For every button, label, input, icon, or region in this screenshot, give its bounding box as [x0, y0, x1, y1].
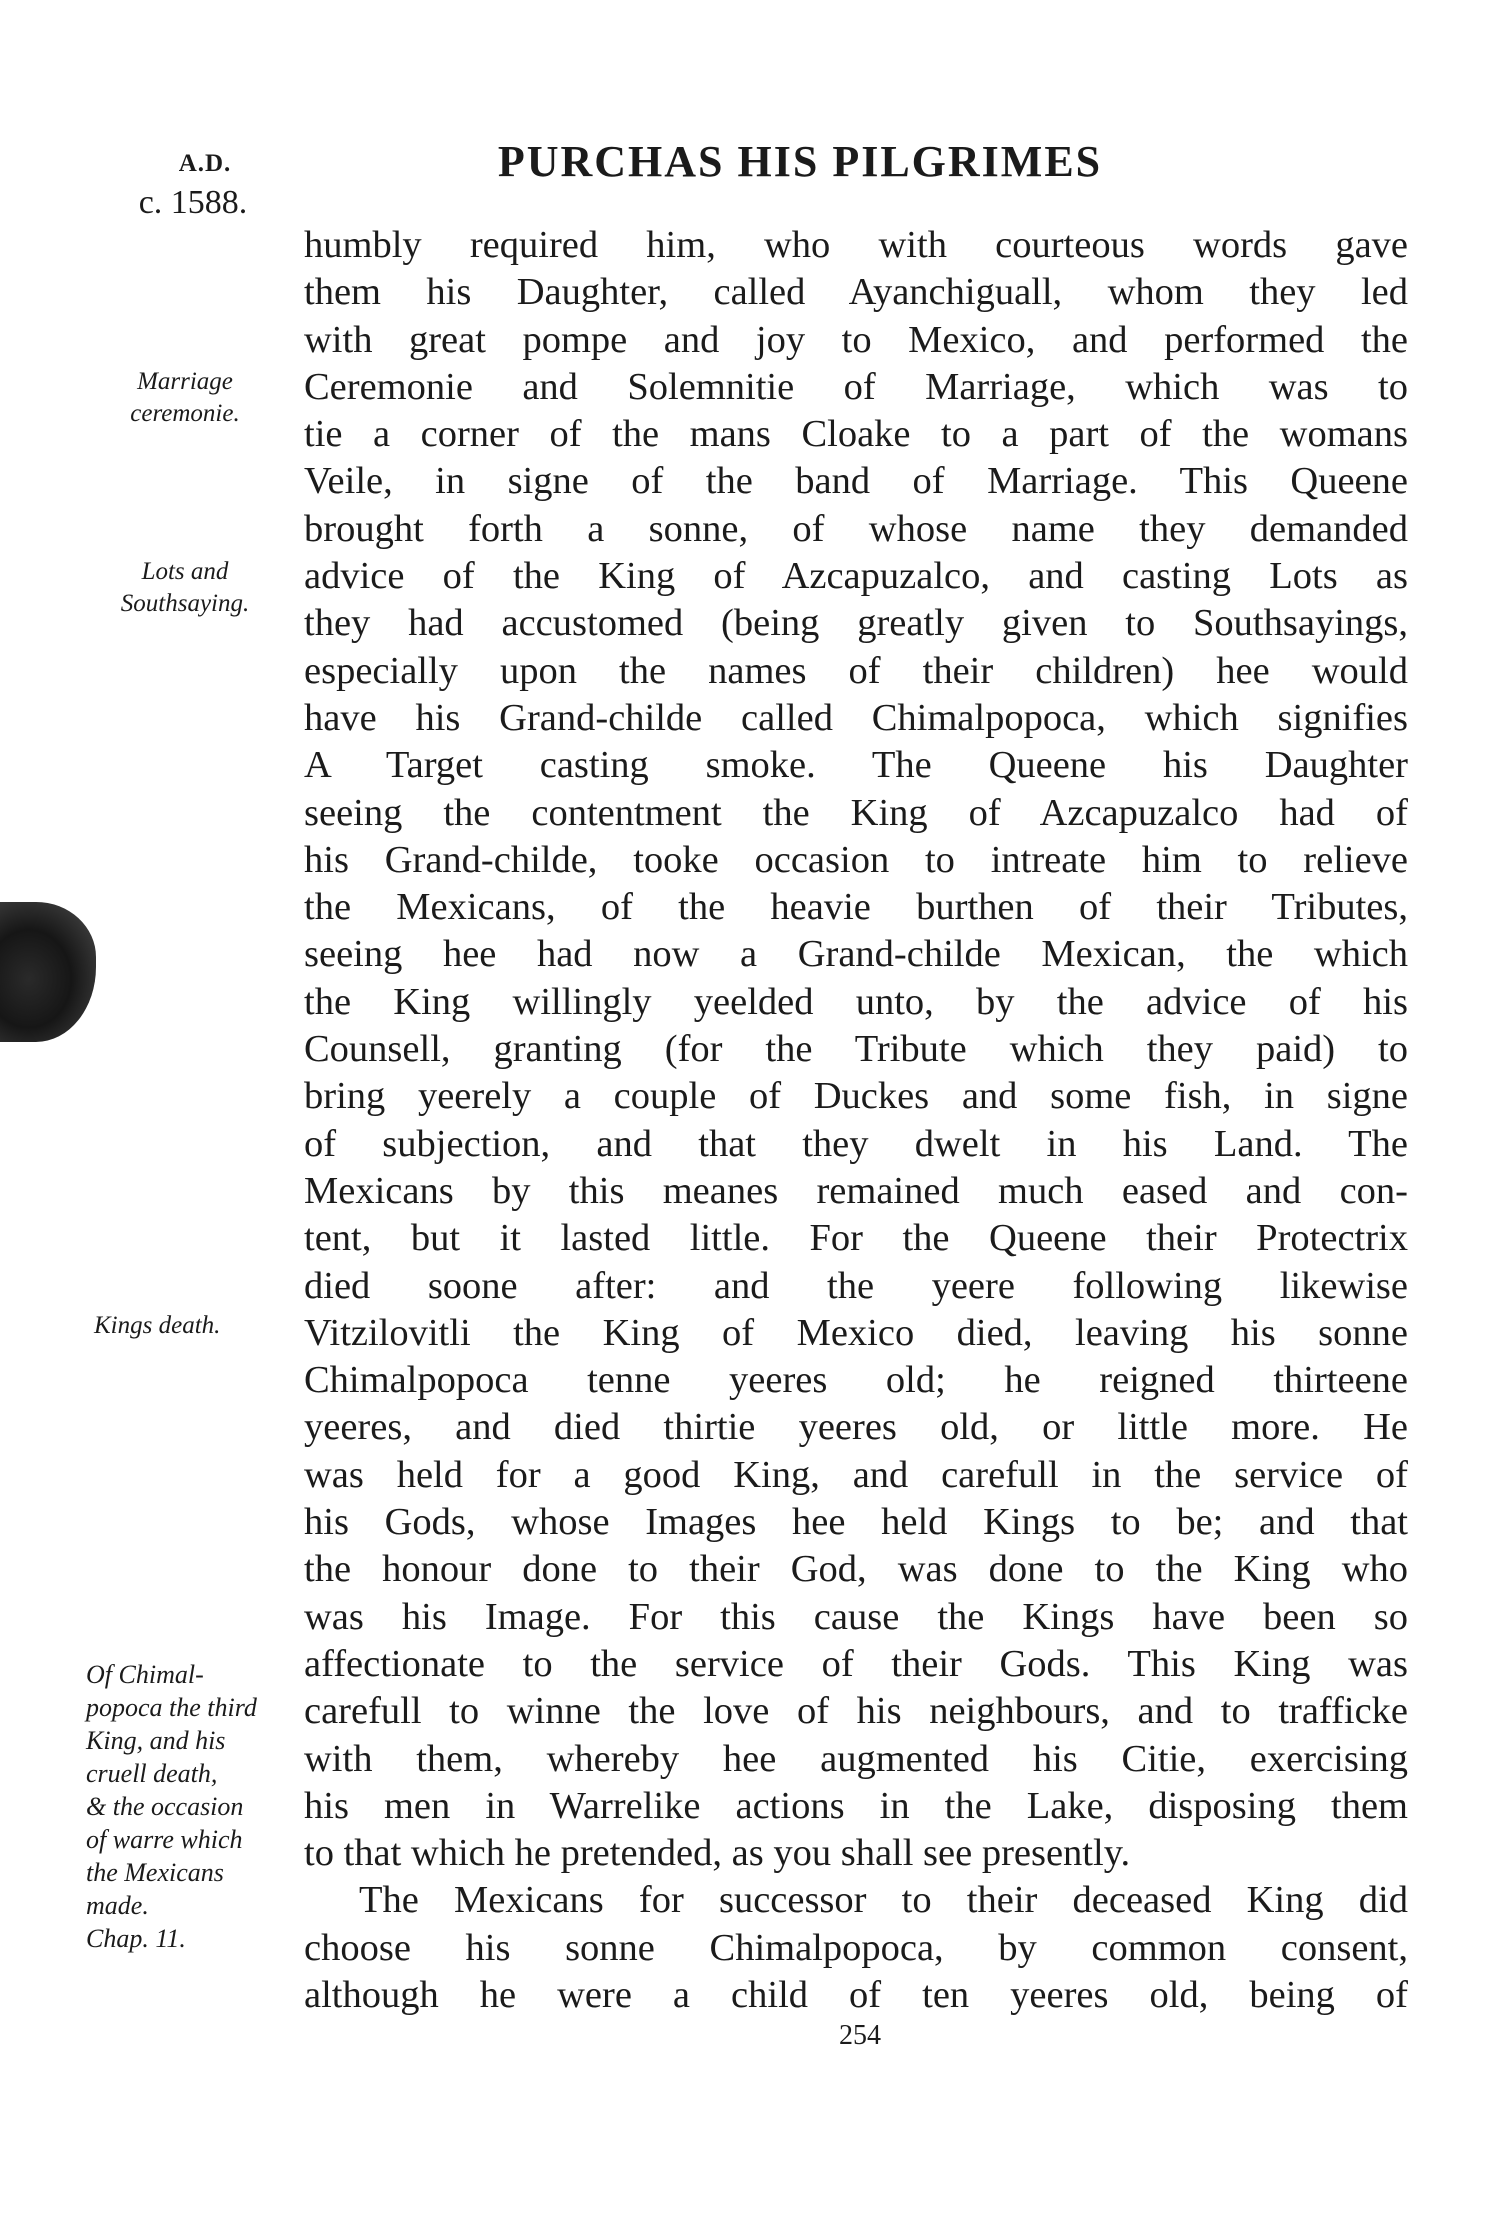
margin-note-line: & the occasion	[86, 1792, 244, 1821]
text-line: tie a corner of the mans Cloake to a part of the womans	[304, 413, 1408, 456]
text-line: yeeres, and died thirtie yeeres old, or little more. He	[304, 1406, 1408, 1449]
text-line: although he were a child of ten yeeres old, being of	[304, 1973, 1408, 2016]
text-line: the King willingly yeelded unto, by the advice of his	[304, 980, 1408, 1023]
margin-note-line: Southsaying.	[120, 590, 250, 617]
margin-note-line: Marriage	[137, 368, 233, 395]
text-line: affectionate to the service of their Gods. This King was	[304, 1642, 1408, 1685]
text-line: especially upon the names of their children) hee would	[304, 649, 1408, 692]
margin-note-line: Chap. 11.	[86, 1924, 186, 1953]
text-line: his Gods, whose Images hee held Kings to be; and that	[304, 1501, 1408, 1544]
text-line: carefull to winne the love of his neighbours, and to trafficke	[304, 1690, 1408, 1733]
text-line: his men in Warrelike actions in the Lake, disposing them	[304, 1784, 1408, 1827]
margin-note-chimalpopoca	[86, 1658, 296, 1955]
text-line: they had accustomed (being greatly given to Southsayings,	[304, 602, 1408, 645]
running-title: PURCHAS HIS PILGRIMES	[497, 137, 1103, 186]
date-label: A.D.	[178, 150, 232, 177]
text-line: Mexicans by this meanes remained much eased and con-	[304, 1169, 1408, 1212]
text-line: choose his sonne Chimalpopoca, by common consent,	[304, 1926, 1408, 1969]
text-line: bring yeerely a couple of Duckes and some fish, in signe	[304, 1075, 1408, 1118]
margin-note-line: the Mexicans	[86, 1858, 224, 1887]
text-line: Veile, in signe of the band of Marriage. This Queene	[304, 460, 1408, 503]
text-line: have his Grand-childe called Chimalpopoca, which signifies	[304, 696, 1408, 739]
text-line: his Grand-childe, tooke occasion to intreate him to relieve	[304, 838, 1408, 881]
margin-note-line: Lots and	[141, 558, 229, 585]
margin-note-kings-death	[94, 1310, 304, 1342]
margin-note-line: King, and his	[86, 1726, 226, 1755]
text-line: Chimalpopoca tenne yeeres old; he reigned thirteene	[304, 1359, 1408, 1402]
body-text	[304, 222, 1408, 2019]
margin-note-line: cruell death,	[86, 1759, 218, 1788]
text-line: seeing the contentment the King of Azcapuzalco had of	[304, 791, 1408, 834]
margin-note-line: made.	[86, 1891, 149, 1920]
page-number: 254	[839, 2020, 881, 2051]
text-line: seeing hee had now a Grand-childe Mexican, the which	[304, 933, 1408, 976]
text-line: with them, whereby hee augmented his Citie, exercising	[304, 1737, 1408, 1780]
date-year: c. 1588.	[138, 184, 248, 221]
text-line: the Mexicans, of the heavie burthen of their Tributes,	[304, 886, 1408, 929]
text-line: was held for a good King, and carefull in the service of	[304, 1453, 1408, 1496]
text-line: Ceremonie and Solemnitie of Marriage, which was to	[304, 365, 1408, 408]
text-line: advice of the King of Azcapuzalco, and casting Lots as	[304, 555, 1408, 598]
text-line: Counsell, granting (for the Tribute which they paid) to	[304, 1028, 1408, 1071]
margin-note-line: popoca the third	[86, 1693, 257, 1722]
text-line: The Mexicans for successor to their deceased King did	[359, 1879, 1408, 1922]
thumb-shadow	[0, 902, 96, 1042]
text-line: with great pompe and joy to Mexico, and performed the	[304, 318, 1408, 361]
margin-note-line: Kings death.	[94, 1312, 221, 1339]
text-line: to that which he pretended, as you shall see presently.	[304, 1832, 1131, 1875]
text-line: humbly required him, who with courteous words gave	[304, 224, 1408, 266]
text-line: A Target casting smoke. The Queene his Daughter	[304, 744, 1408, 787]
margin-note-line: Of Chimal-	[86, 1660, 204, 1689]
text-line: of subjection, and that they dwelt in his Land. The	[304, 1122, 1408, 1165]
margin-note-lots	[80, 556, 290, 620]
text-line: Vitzilovitli the King of Mexico died, leaving his sonne	[304, 1311, 1408, 1354]
text-line: brought forth a sonne, of whose name they demanded	[304, 507, 1408, 550]
margin-note-marriage	[80, 366, 290, 430]
text-line: them his Daughter, called Ayanchiguall, whom they led	[304, 271, 1408, 314]
margin-note-line: of warre which	[86, 1825, 243, 1854]
text-line: was his Image. For this cause the Kings have been so	[304, 1595, 1408, 1638]
text-line: the honour done to their God, was done to the King who	[304, 1548, 1408, 1591]
text-line: tent, but it lasted little. For the Queene their Protectrix	[304, 1217, 1408, 1260]
text-line: died soone after: and the yeere following likewise	[304, 1264, 1408, 1307]
margin-note-line: ceremonie.	[130, 400, 240, 427]
